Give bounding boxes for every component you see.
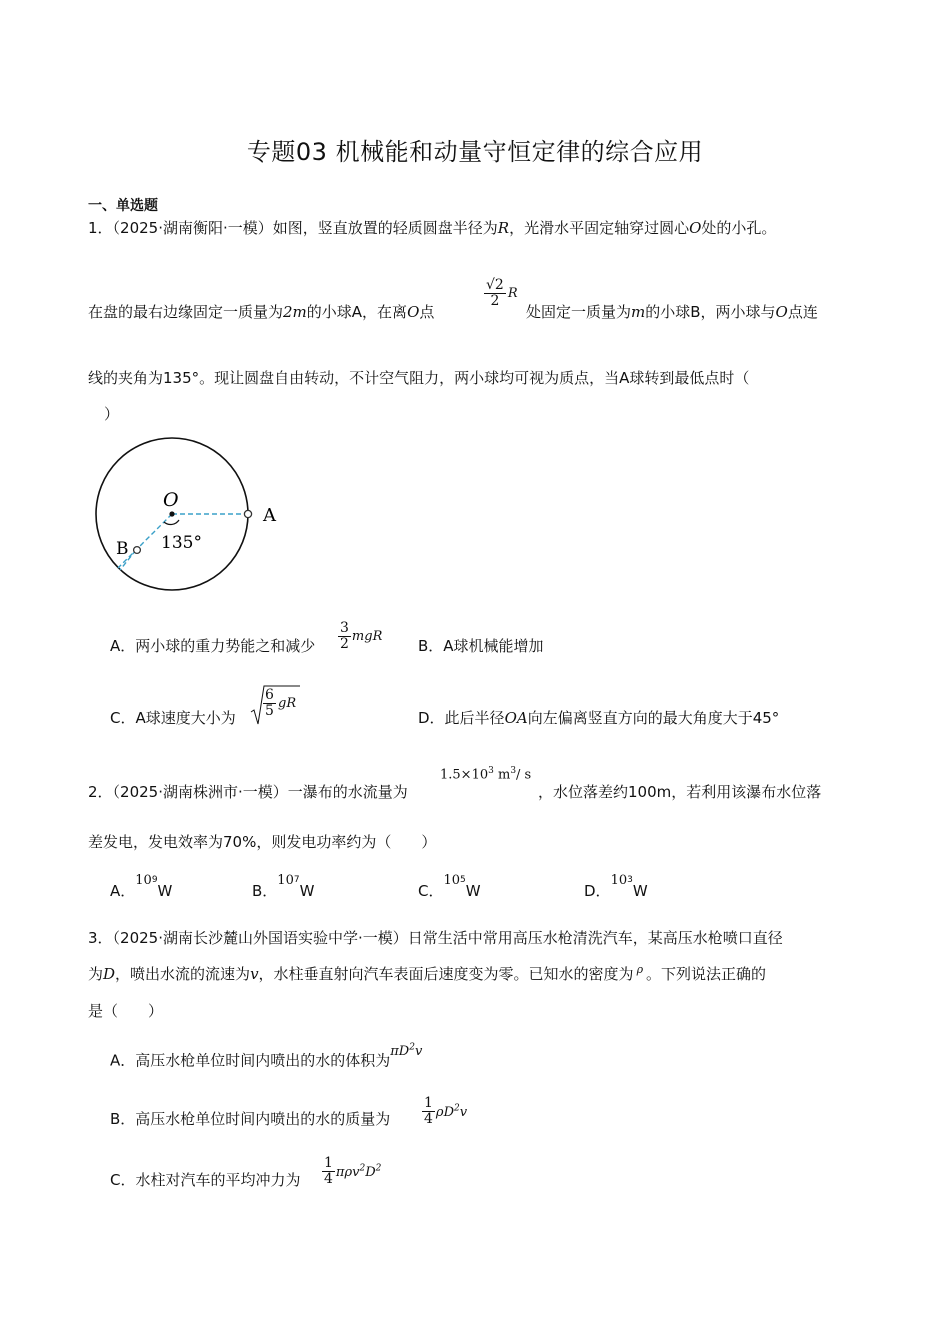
page-title: 专题03 机械能和动量守恒定律的综合应用 bbox=[246, 138, 704, 166]
q3-option-b-math: $\frac{1}{4}$ $\rho D^2v$ bbox=[424, 1095, 468, 1128]
ball-A bbox=[244, 510, 251, 517]
q3-line1: 3．（2025·湖南长沙麓山外国语实验中学·一模）日常生活中常用高压水枪清洗汽车，某高压水枪喷口直径 bbox=[88, 929, 783, 947]
q3-option-c[interactable]: C．水柱对汽车的平均冲力为 bbox=[110, 1171, 301, 1189]
q2-option-d[interactable]: D．$10^3W$ bbox=[584, 873, 648, 900]
q1-line2: 在盘的最右边缘固定一质量为2m的小球A，在离O点 bbox=[88, 303, 435, 321]
document-page: 专题03 机械能和动量守恒定律的综合应用 一、单选题 1．（2025·湖南衡阳·一模）如图，竖直放置的轻质圆盘半径为R，光滑水平固定轴穿过圆心O处的小孔。 在盘的最右边缘固定一质量为2m的小球A，在离O点 $\frac{√2}{2}$ R 处固定一质量为m的小球B，两小球与O点连 线的夹角为135°。现让圆盘自由转动，不计空气阻力，两小球均可视为质点，当A球转到最低点时（ ） O A B 135° A．两小球的重力势能之和减少 $\frac{3}{2}$ mgR B．A球机械能增加 C．A球速度大小为 $\frac{6}{5}$ gR D．此后半径OA向左偏离竖直方向的最大角度大于45° 2．（2025·湖南株洲市·一模）一瀑布的水流量为 $1.5\times 10^3$ $m^3/$ s ，水位落差约100m，若利用该瀑布水位落 差发电，发电效率为70%，则发电功率约为（ ） A．$10^9W$ B．$10^7W$ C．$10^5W$ D．$10^3W$ 3．（2025·湖南长沙麓山外国语实验中学·一模）日常生活中常用高压水枪清洗汽车，某高压水枪喷口直径 为D，喷出水流的流速为v，水柱垂直射向汽车表面后速度变为零。已知水的密度为 $^\rho$ 。下列说法正确的 是（ ） A．高压水枪单位时间内喷出的水的体积为$\pi D^2v$ B．高压水枪单位时间内喷出的水的质量为 $\frac{1}{4}$ $\rho D^2v$ C．水柱对汽车的平均冲力为 $\frac{1}{4}$ $\pi\rho v^2D^2$ bbox=[0, 0, 950, 1344]
label-O: O bbox=[163, 489, 179, 511]
q2-option-b[interactable]: B．$10^7W$ bbox=[252, 873, 315, 900]
q1-fraction-sqrt2-over-2: $\frac{√2}{2}$ R bbox=[486, 277, 518, 310]
label-angle: 135° bbox=[161, 533, 202, 553]
q3-option-a[interactable]: A．高压水枪单位时间内喷出的水的体积为$\pi D^2v$ bbox=[110, 1043, 423, 1070]
center-point bbox=[169, 511, 174, 516]
q1-figure bbox=[80, 430, 300, 600]
q1-line3: 线的夹角为135°。现让圆盘自由转动，不计空气阻力，两小球均可视为质点，当A球转到最低点时（ bbox=[88, 369, 750, 387]
q3-option-b[interactable]: B．高压水枪单位时间内喷出的水的质量为 bbox=[110, 1110, 391, 1128]
q3-line3: 是（ ） bbox=[88, 1002, 164, 1020]
q1-line4: ） bbox=[104, 405, 120, 423]
q3-line2: 为D，喷出水流的流速为v，水柱垂直射向汽车表面后速度变为零。已知水的密度为 $^\rho$ 。下列说法正确的 bbox=[88, 963, 767, 983]
q1-option-a-math: $\frac{3}{2}$ mgR bbox=[340, 620, 383, 653]
q3-option-c-math: $\frac{1}{4}$ $\pi\rho v^2D^2$ bbox=[324, 1155, 382, 1188]
label-A: A bbox=[263, 505, 276, 526]
ball-B bbox=[134, 547, 141, 554]
label-B: B bbox=[116, 539, 129, 559]
q1-line2-tail: 处固定一质量为m的小球B，两小球与O点连 bbox=[526, 303, 818, 321]
q1-line1: 1．（2025·湖南衡阳·一模）如图，竖直放置的轻质圆盘半径为R，光滑水平固定轴穿过圆心O处的小孔。 bbox=[88, 219, 777, 237]
q2-line2: 差发电，发电效率为70%，则发电功率约为（ ） bbox=[88, 833, 437, 851]
q2-option-a[interactable]: A．$10^9W$ bbox=[110, 873, 173, 900]
section-heading: 一、单选题 bbox=[88, 198, 158, 214]
q1-option-c[interactable]: C．A球速度大小为 bbox=[110, 709, 236, 727]
q1-option-a[interactable]: A．两小球的重力势能之和减少 bbox=[110, 637, 316, 655]
q2-option-c[interactable]: C．$10^5W$ bbox=[418, 873, 481, 900]
q1-option-b[interactable]: B．A球机械能增加 bbox=[418, 637, 544, 655]
q2-line1: 2．（2025·湖南株洲市·一模）一瀑布的水流量为 bbox=[88, 783, 408, 801]
q2-flow-expression: $1.5\times 10^3$ $m^3/$ s bbox=[440, 766, 532, 783]
q1-option-d[interactable]: D．此后半径OA向左偏离竖直方向的最大角度大于45° bbox=[418, 709, 780, 727]
q2-line1-tail: ，水位落差约100m，若利用该瀑布水位落 bbox=[538, 783, 822, 801]
